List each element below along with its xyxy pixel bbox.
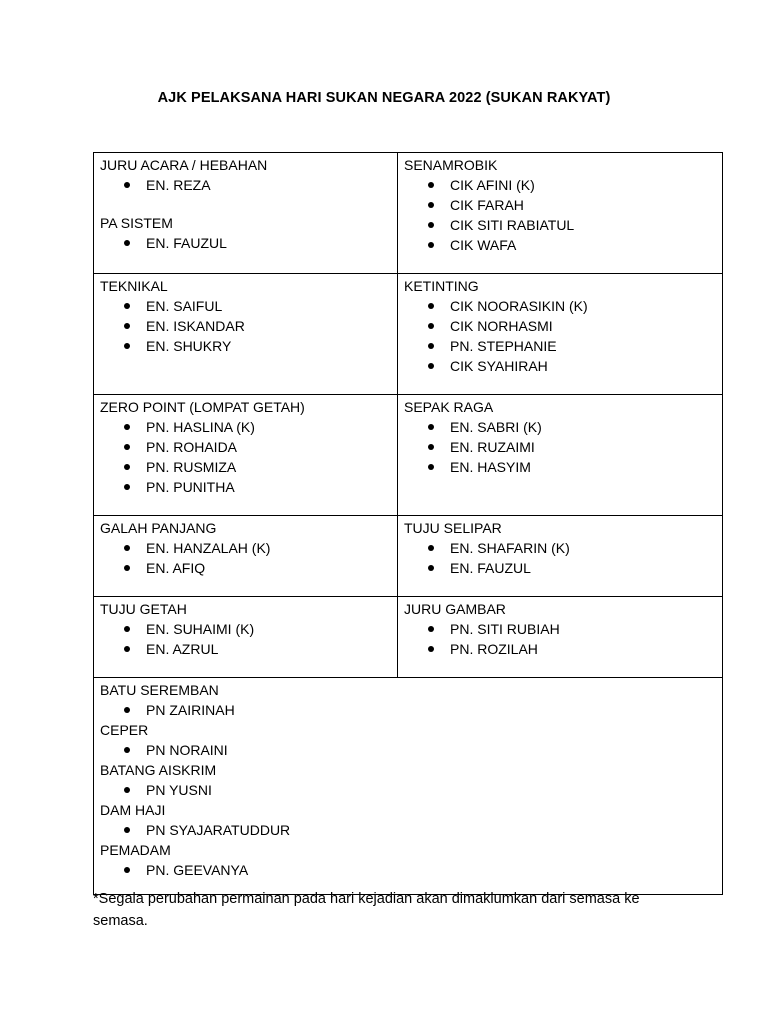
list-item: CIK SITI RABIATUL (404, 215, 716, 235)
document-title: AJK PELAKSANA HARI SUKAN NEGARA 2022 (SUKAN RAKYAT) (157, 90, 611, 106)
group-heading: DAM HAJI (100, 802, 166, 818)
group-heading: ZERO POINT (LOMPAT GETAH) (100, 399, 305, 415)
list-item: EN. FAUZUL (404, 558, 716, 578)
list-item: PN. GEEVANYA (100, 860, 716, 880)
group-heading: JURU ACARA / HEBAHAN (100, 157, 268, 173)
member-list (100, 619, 391, 659)
list-item: CIK FARAH (404, 195, 716, 215)
member-list (100, 538, 391, 578)
cell-zero-point (94, 395, 398, 516)
group-heading: JURU GAMBAR (404, 601, 506, 617)
cell-senamrobik (398, 153, 723, 274)
member-list (100, 780, 716, 800)
list-item: EN. SHUKRY (100, 336, 391, 356)
list-item: PN. ROZILAH (404, 639, 716, 659)
member-list (404, 175, 716, 255)
group-heading: PEMADAM (100, 842, 171, 858)
group-heading: BATANG AISKRIM (100, 762, 217, 778)
table-row (94, 678, 723, 895)
cell-galah-panjang (94, 516, 398, 597)
group-heading: BATU SEREMBAN (100, 682, 219, 698)
cell-ketinting (398, 274, 723, 395)
cell-other-games (94, 678, 723, 895)
list-item: PN YUSNI (100, 780, 716, 800)
list-item: PN NORAINI (100, 740, 716, 760)
list-item: EN. RUZAIMI (404, 437, 716, 457)
list-item: PN SYAJARATUDDUR (100, 820, 716, 840)
list-item: EN. ISKANDAR (100, 316, 391, 336)
list-item: EN. AFIQ (100, 558, 391, 578)
list-item: EN. SUHAIMI (K) (100, 619, 391, 639)
cell-sepak-raga (398, 395, 723, 516)
cell-tuju-selipar (398, 516, 723, 597)
list-item: PN. ROHAIDA (100, 437, 391, 457)
list-item: EN. HASYIM (404, 457, 716, 477)
table-row (94, 516, 723, 597)
member-list (404, 538, 716, 578)
group-heading: TUJU GETAH (100, 601, 187, 617)
member-list (100, 175, 391, 195)
list-item: EN. SABRI (K) (404, 417, 716, 437)
table-row (94, 597, 723, 678)
list-item: CIK NORHASMI (404, 316, 716, 336)
member-list (100, 417, 391, 497)
group-heading: CEPER (100, 722, 149, 738)
list-item: EN. HANZALAH (K) (100, 538, 391, 558)
member-list (404, 619, 716, 659)
list-item: CIK SYAHIRAH (404, 356, 716, 376)
group-heading: SEPAK RAGA (404, 399, 494, 415)
table-row (94, 274, 723, 395)
committee-table (93, 152, 723, 895)
list-item: CIK NOORASIKIN (K) (404, 296, 716, 316)
group-heading: TEKNIKAL (100, 278, 168, 294)
member-list (100, 820, 716, 840)
group-heading: TUJU SELIPAR (404, 520, 502, 536)
list-item: PN. HASLINA (K) (100, 417, 391, 437)
member-list (404, 296, 716, 376)
cell-tuju-getah (94, 597, 398, 678)
group-heading: SENAMROBIK (404, 157, 498, 173)
list-item: PN. RUSMIZA (100, 457, 391, 477)
member-list (100, 740, 716, 760)
cell-juru-acara-pa-sistem (94, 153, 398, 274)
list-item: PN ZAIRINAH (100, 700, 716, 720)
footnote: *Segala perubahan permainan pada hari kejadian akan dimaklumkan dari semasa ke semasa. (93, 891, 640, 929)
list-item: EN. FAUZUL (100, 233, 391, 253)
cell-teknikal (94, 274, 398, 395)
member-list (100, 860, 716, 880)
list-item: PN. STEPHANIE (404, 336, 716, 356)
member-list (404, 417, 716, 477)
table-row (94, 395, 723, 516)
group-heading: PA SISTEM (100, 215, 173, 231)
list-item: EN. REZA (100, 175, 391, 195)
list-item: EN. AZRUL (100, 639, 391, 659)
member-list (100, 700, 716, 720)
list-item: CIK WAFA (404, 235, 716, 255)
list-item: PN. SITI RUBIAH (404, 619, 716, 639)
member-list (100, 296, 391, 356)
list-item: PN. PUNITHA (100, 477, 391, 497)
table-row (94, 153, 723, 274)
cell-juru-gambar (398, 597, 723, 678)
list-item: EN. SHAFARIN (K) (404, 538, 716, 558)
group-heading: GALAH PANJANG (100, 520, 217, 536)
member-list (100, 233, 391, 253)
list-item: EN. SAIFUL (100, 296, 391, 316)
group-heading: KETINTING (404, 278, 479, 294)
list-item: CIK AFINI (K) (404, 175, 716, 195)
